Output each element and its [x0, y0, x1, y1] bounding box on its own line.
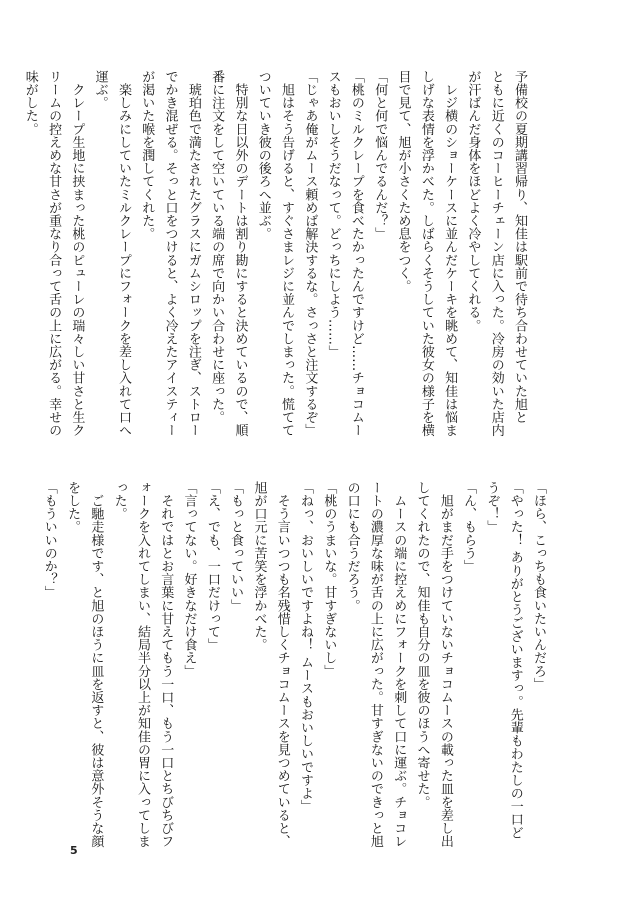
- upper-text-block: [18, 70, 531, 462]
- text-line: ォークを入れてしまい、結局半分以上が知佳の胃に入ってしま: [134, 481, 150, 848]
- text-line: そう言いつつも名残惜しくチョコムースを見つめていると、: [274, 481, 290, 848]
- page-number: 5: [70, 844, 78, 857]
- text-line: 味がした。: [22, 70, 38, 136]
- text-line: が渇いた喉を潤してくれた。: [139, 70, 155, 241]
- text-line: 「ねっ、おいしいですよね！ ムースもおいしいですよ」: [298, 481, 314, 813]
- text-line: 旭が口元に苦笑を浮かべた。: [251, 481, 267, 652]
- text-line: リームの控えめな甘さが重なり合って舌の上に広がる。幸せの: [46, 70, 62, 437]
- text-line: 目で見て、旭が小さくため息をつく。: [395, 70, 411, 293]
- text-line: った。: [111, 481, 127, 521]
- text-line: 運ぶ。: [92, 70, 108, 110]
- text-line: レジ横のショーケースに並んだケーキを眺めて、知佳は悩ま: [442, 70, 458, 437]
- text-line: スもおいしそうだなって。どっちにしよう……」: [325, 70, 341, 359]
- text-line: が汗ばんだ身体をほどよく冷やしてくれる。: [465, 70, 481, 332]
- text-line: してくれたので、知佳も自分の皿を彼のほうへ寄せた。: [414, 481, 430, 809]
- text-line: の口にも合うだろう。: [344, 481, 360, 612]
- text-line: しげな表情を浮かべた。しばらくそうしていた彼女の様子を横: [418, 70, 434, 437]
- text-line: 「ん、もらう」: [461, 481, 477, 573]
- text-line: でかき混ぜる。そっと口をつけると、よく冷えたアイスティー: [162, 70, 178, 437]
- text-line: 「じゃあ俺がムース頼めば解決するな。さっさと注文するぞ」: [302, 70, 318, 437]
- text-line: 旭がまだ手をつけていないチョコムースの載った皿を差し出: [437, 481, 453, 848]
- text-line: ついていき彼の後ろへ並ぶ。: [255, 70, 271, 241]
- text-line: 「ほら、こっちも食いたいんだろ」: [531, 481, 546, 691]
- text-line: ともに近くのコーヒーチェーン店に入った。冷房の効いた店内: [488, 70, 504, 437]
- text-line: をした。: [65, 481, 81, 534]
- text-line: ートの濃厚な味が舌の上に広がった。甘すぎないのできっと旭: [367, 481, 383, 848]
- text-line: 「もういいのか？」: [41, 481, 57, 599]
- text-line: 楽しみにしていたミルクレープにフォークを差し入れて口へ: [115, 70, 131, 437]
- text-line: それではとお言葉に甘えてもう一口、もう一口とちびちびフ: [158, 481, 174, 848]
- text-line: 予備校の夏期講習帰り、知佳は駅前で待ち合わせていた旭と: [512, 70, 527, 424]
- text-line: 「桃のうまいな。甘すぎないし」: [321, 481, 337, 678]
- text-line: うぞ！」: [484, 481, 500, 534]
- text-line: 番に注文をして空いている端の席で向かい合わせに座った。: [209, 70, 225, 424]
- text-line: 「え、でも、一口だけって」: [204, 481, 220, 652]
- text-line: 「桃のミルクレープを食べたかったんですけど……チョコムー: [348, 70, 364, 437]
- text-line: 「やった！ ありがとうございますっ。先輩もわたしの一口ど: [507, 481, 523, 839]
- text-line: 旭はそう告げると、すぐさまレジに並んでしまった。慌てて: [279, 70, 295, 437]
- text-line: 「もっと食っていい」: [228, 481, 244, 612]
- text-line: 特別な日以外のデートは割り勘にすると決めているので、順: [232, 70, 248, 437]
- text-line: ご馳走様です、と旭のほうに皿を返すと、彼は意外そうな顔: [88, 481, 104, 848]
- text-line: ムースの端に控えめにフォークを刺して口に運ぶ。チョコレ: [391, 481, 407, 848]
- text-line: クレープ生地に挟まった桃のピューレの瑞々しい甘さと生ク: [69, 70, 85, 437]
- lower-text-block: [37, 481, 550, 848]
- text-line: 「言ってない。好きなだけ食え」: [181, 481, 197, 678]
- text-line: 琥珀色で満たされたグラスにガムシロップを注ぎ、ストロー: [185, 70, 201, 437]
- text-line: 「何と何で悩んでるんだ？」: [372, 70, 388, 241]
